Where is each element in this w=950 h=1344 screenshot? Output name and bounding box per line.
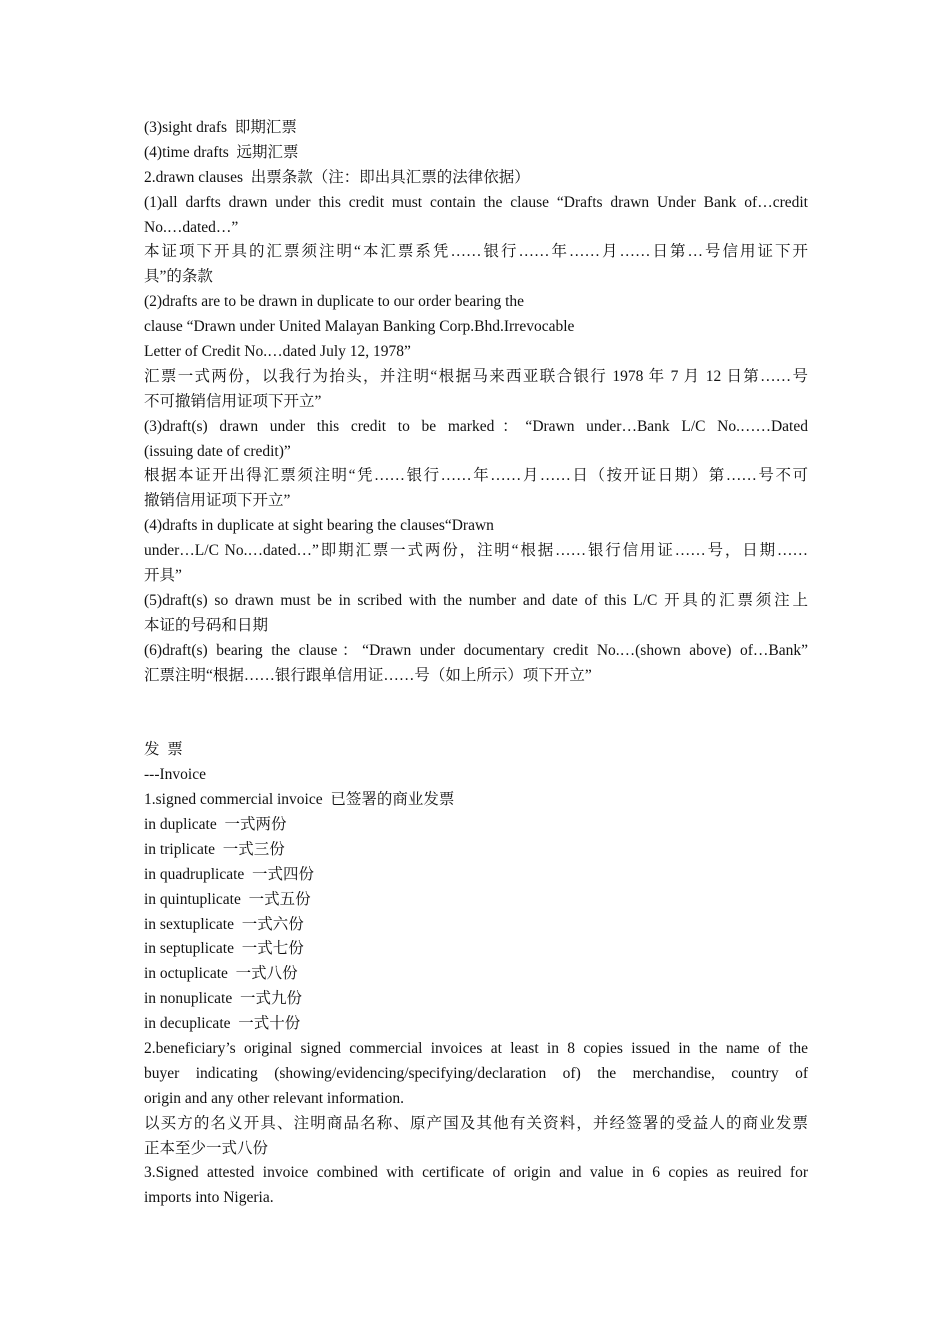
drafts-text-line: 不可撤销信用证项下开立” <box>144 392 322 410</box>
drafts-text-line: (3)draft(s) drawn under this credit to be marked：“Drawn under…Bank L/C No.……Dated <box>144 417 808 435</box>
drafts-text-line: (5)draft(s) so drawn must be in scribed with the number and date of this L/C 开具的汇票须注上 <box>144 591 808 609</box>
invoice-text-line: in quadruplicate 一式四份 <box>144 865 315 883</box>
section-gap <box>144 688 808 738</box>
invoice-text-line: in sextuplicate 一式六份 <box>144 915 304 933</box>
invoice-text-line: in decuplicate 一式十份 <box>144 1015 301 1033</box>
invoice-text-line: in septuplicate 一式七份 <box>144 940 304 958</box>
invoice-text-line: in nonuplicate 一式九份 <box>144 990 302 1008</box>
invoice-text-line: in quintuplicate 一式五份 <box>144 890 311 908</box>
document-page <box>144 116 808 1211</box>
drafts-text-line: No.…dated…” <box>144 218 239 236</box>
drafts-text-line: (2)drafts are to be drawn in duplicate to our order bearing the <box>144 293 525 311</box>
invoice-text-line: 2.beneficiary’s original signed commercial invoices at least in 8 copies issued in the name of the <box>144 1039 808 1057</box>
drafts-text-line: (3)sight drafs 即期汇票 <box>144 119 297 136</box>
invoice-text-line: 正本至少一式八份 <box>144 1139 269 1157</box>
drafts-text-line: 汇票一式两份，以我行为抬头，并注明“根据马来西亚联合银行 1978 年 7 月 12 日第……号 <box>144 367 808 385</box>
invoice-text-line: buyer indicating (showing/evidencing/specifying/declaration of) the merchandise, country of <box>144 1064 808 1082</box>
drafts-text-line: (6)draft(s) bearing the clause：“Drawn under documentary credit No.…(shown above) of…Bank” <box>144 641 808 659</box>
invoice-text-line: imports into Nigeria. <box>144 1189 274 1207</box>
invoice-text-line: ---Invoice <box>144 766 206 784</box>
drafts-text-line: Letter of Credit No.…dated July 12, 1978” <box>144 343 411 361</box>
drafts-section <box>144 116 808 688</box>
invoice-text-line: 发 票 <box>144 741 183 759</box>
drafts-text-line: (issuing date of credit)” <box>144 442 291 460</box>
invoice-text-line: in duplicate 一式两份 <box>144 815 287 833</box>
drafts-text-line: 汇票注明“根据……银行跟单信用证……号（如上所示）项下开立” <box>144 666 592 684</box>
invoice-text-line: in octuplicate 一式八份 <box>144 965 298 983</box>
drafts-text-line: (4)drafts in duplicate at sight bearing the clauses“Drawn <box>144 517 494 535</box>
invoice-text-line: 3.Signed attested invoice combined with certificate of origin and value in 6 copies as reuired for <box>144 1164 808 1182</box>
drafts-text-line: 具”的条款 <box>144 268 213 286</box>
drafts-text-line: 撤销信用证项下开立” <box>144 492 291 510</box>
invoice-text-line: 1.signed commercial invoice 已签署的商业发票 <box>144 791 455 809</box>
drafts-text-line: under…L/C No.…dated…”即期汇票一式两份，注明“根据……银行信用证……号，日期…… <box>144 542 808 560</box>
invoice-section <box>144 738 808 1211</box>
drafts-text-line: 本证项下开具的汇票须注明“本汇票系凭……银行……年……月……日第…号信用证下开 <box>144 243 808 261</box>
drafts-text-line: (4)time drafts 远期汇票 <box>144 143 299 161</box>
invoice-text-line: in triplicate 一式三份 <box>144 840 285 858</box>
invoice-text-line: 以买方的名义开具、注明商品名称、原产国及其他有关资料，并经签署的受益人的商业发票 <box>144 1114 808 1132</box>
drafts-text-line: 开具” <box>144 567 182 585</box>
drafts-text-line: 根据本证开出得汇票须注明“凭……银行……年……月……日（按开证日期）第……号不可 <box>144 467 808 485</box>
drafts-text-line: 本证的号码和日期 <box>144 616 269 634</box>
drafts-text-line: 2.drawn clauses 出票条款（注：即出具汇票的法律依据） <box>144 168 530 186</box>
drafts-text-line: clause “Drawn under United Malayan Banking Corp.Bhd.Irrevocable <box>144 318 575 336</box>
drafts-text-line: (1)all darfts drawn under this credit must contain the clause “Drafts drawn Under Bank of…credit <box>144 193 808 211</box>
invoice-text-line: origin and any other relevant information. <box>144 1089 404 1107</box>
